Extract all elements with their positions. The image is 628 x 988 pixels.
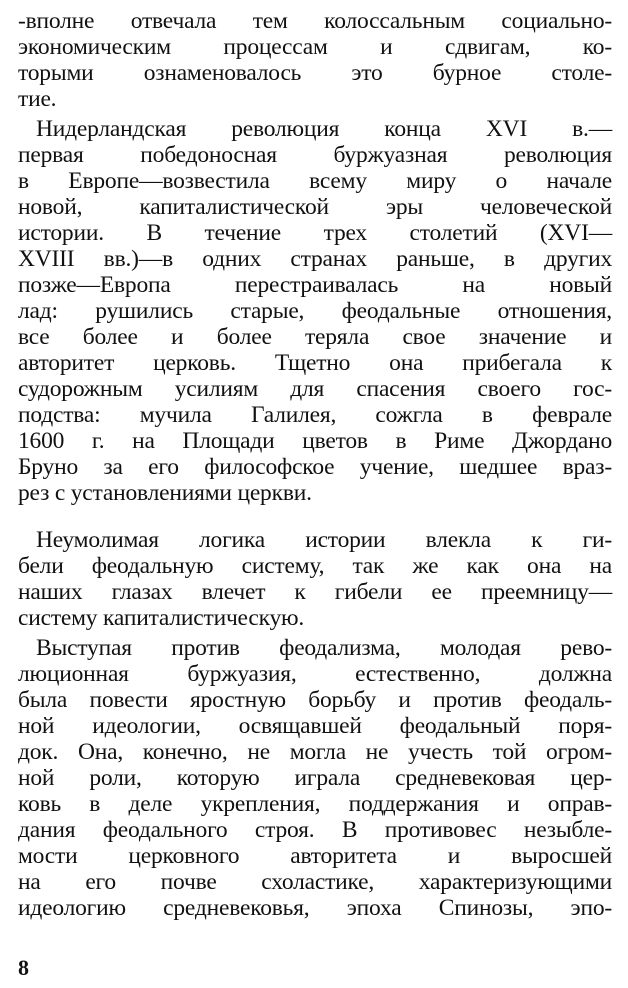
text-line: подства: мучила Галилея, сожгла в феврале: [18, 402, 612, 428]
text-line: позже—Европа перестраивалась на новый: [18, 272, 612, 298]
text-line: систему капиталистическую.: [18, 605, 305, 631]
text-line: была повести яростную борьбу и против феодаль-: [18, 687, 612, 713]
text-line: идеологию средневековья, эпоха Спинозы, эпо-: [18, 895, 612, 921]
text-line: XVIII вв.)—в одних странах раньше, в других: [18, 246, 612, 272]
text-line: бели феодальную систему, так же как она на: [18, 553, 612, 579]
text-line: судорожным усилиям для спасения своего гос-: [18, 376, 612, 402]
paragraph-2: [18, 116, 612, 506]
text-line: дания феодального строя. В противовес незыбле-: [18, 817, 612, 843]
text-line: 1600 г. на Площади цветов в Риме Джордано: [18, 428, 612, 454]
text-line: док. Она, конечно, не могла не учесть той огром-: [18, 739, 612, 765]
text-line: на его почве схоластике, характеризующими: [18, 869, 612, 895]
paragraph-3: [18, 527, 612, 631]
page-number: 8: [18, 955, 29, 980]
text-line: ковь в деле укрепления, поддержания и оправ-: [18, 791, 612, 817]
paragraph-1: [18, 8, 612, 112]
text-line: Неумолимая логика истории влекла к ги-: [36, 527, 612, 553]
text-line: первая победоносная буржуазная революция: [18, 142, 612, 168]
text-line: тие.: [18, 86, 57, 112]
text-line: ной роли, которую играла средневековая цер-: [18, 765, 612, 791]
text-line: новой, капиталистической эры человеческой: [18, 194, 612, 220]
text-line: все более и более теряла свое значение и: [18, 324, 612, 350]
text-line: ной идеологии, освящавшей феодальный поря-: [18, 713, 612, 739]
text-line: экономическим процессам и сдвигам, ко-: [18, 34, 612, 60]
text-line: лад: рушились старые, феодальные отношения,: [18, 298, 612, 324]
text-line: истории. В течение трех столетий (XVI—: [18, 220, 612, 246]
text-line: авторитет церковь. Тщетно она прибегала к: [18, 350, 612, 376]
text-line: Выступая против феодализма, молодая рево-: [36, 635, 612, 661]
text-line: мости церковного авторитета и выросшей: [18, 843, 612, 869]
text-line: -вполне отвечала тем колоссальным социально-: [18, 8, 612, 34]
text-line: рез с установлениями церкви.: [18, 480, 312, 506]
text-line: Нидерландская революция конца XVI в.—: [36, 116, 612, 142]
text-line: наших глазах влечет к гибели ее преемницу—: [18, 579, 612, 605]
text-line: Бруно за его философское учение, шедшее враз-: [18, 454, 612, 480]
text-line: торыми ознаменовалось это бурное столе-: [18, 60, 612, 86]
paragraph-4: [18, 635, 612, 921]
text-line: люционная буржуазия, естественно, должна: [18, 661, 612, 687]
text-line: в Европе—возвестила всему миру о начале: [18, 168, 612, 194]
